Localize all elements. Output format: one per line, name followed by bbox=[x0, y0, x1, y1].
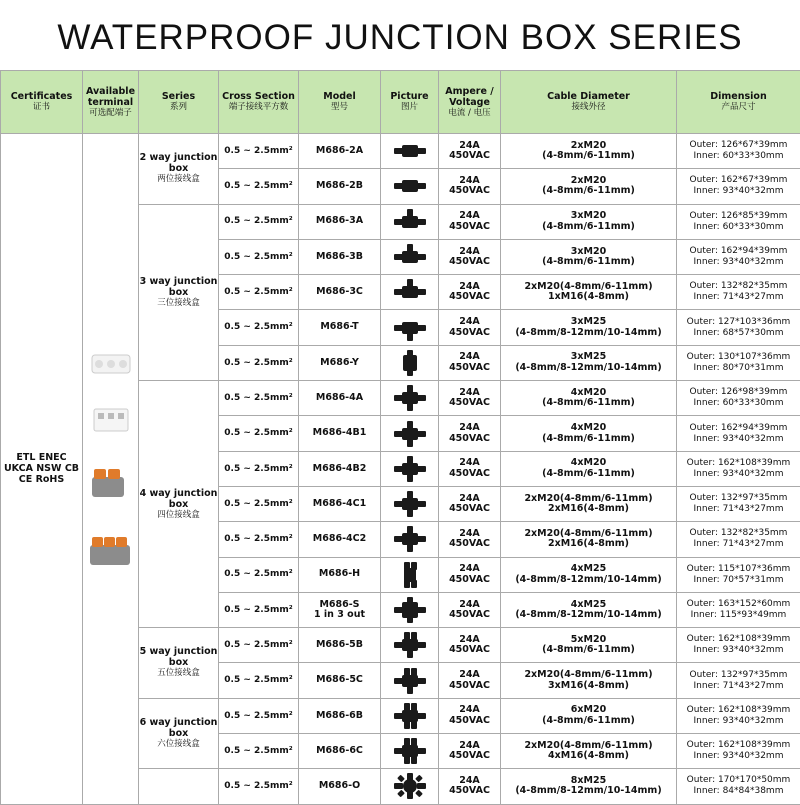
header-picture: Picture 图片 bbox=[381, 71, 439, 134]
junction-box-icon bbox=[381, 628, 439, 663]
ampere-cell: 24A 450VAC bbox=[439, 486, 501, 521]
model-cell: M686-O bbox=[299, 769, 381, 804]
terminal-images bbox=[84, 347, 138, 587]
ampere-cell: 24A 450VAC bbox=[439, 451, 501, 486]
model-cell: M686-H bbox=[299, 557, 381, 592]
cable-diameter-cell: 4xM20 (4-8mm/6-11mm) bbox=[501, 416, 677, 451]
cross-section-cell: 0.5 ~ 2.5mm² bbox=[219, 134, 299, 169]
cross-section-cell: 0.5 ~ 2.5mm² bbox=[219, 522, 299, 557]
cable-diameter-cell: 2xM20(4-8mm/6-11mm) 2xM16(4-8mm) bbox=[501, 486, 677, 521]
ampere-cell: 24A 450VAC bbox=[439, 557, 501, 592]
cross-section-cell: 0.5 ~ 2.5mm² bbox=[219, 381, 299, 416]
dimension-cell: Outer: 115*107*36mm Inner: 70*57*31mm bbox=[677, 557, 800, 592]
header-cross-section: Cross Section 端子接线平方数 bbox=[219, 71, 299, 134]
series-cell: 6 way junction box 六位接线盒 bbox=[139, 698, 219, 769]
model-cell: M686-4C2 bbox=[299, 522, 381, 557]
dimension-cell: Outer: 132*82*35mm Inner: 71*43*27mm bbox=[677, 522, 800, 557]
cable-diameter-cell: 2xM20(4-8mm/6-11mm) 1xM16(4-8mm) bbox=[501, 275, 677, 310]
cable-diameter-cell: 2xM20(4-8mm/6-11mm) 3xM16(4-8mm) bbox=[501, 663, 677, 698]
junction-box-icon bbox=[381, 169, 439, 204]
junction-box-icon bbox=[381, 522, 439, 557]
model-cell: M686-4A bbox=[299, 381, 381, 416]
cross-section-cell: 0.5 ~ 2.5mm² bbox=[219, 204, 299, 239]
cross-section-cell: 0.5 ~ 2.5mm² bbox=[219, 628, 299, 663]
junction-box-table bbox=[0, 70, 800, 805]
model-cell: M686-3C bbox=[299, 275, 381, 310]
ampere-cell: 24A 450VAC bbox=[439, 345, 501, 380]
table-row bbox=[1, 134, 800, 169]
series-cell: 5 way junction box 五位接线盒 bbox=[139, 628, 219, 699]
cross-section-cell: 0.5 ~ 2.5mm² bbox=[219, 663, 299, 698]
ampere-cell: 24A 450VAC bbox=[439, 628, 501, 663]
dimension-cell: Outer: 170*170*50mm Inner: 84*84*38mm bbox=[677, 769, 800, 804]
model-cell: M686-6C bbox=[299, 734, 381, 769]
junction-box-icon bbox=[381, 134, 439, 169]
ampere-cell: 24A 450VAC bbox=[439, 592, 501, 627]
dimension-cell: Outer: 132*97*35mm Inner: 71*43*27mm bbox=[677, 486, 800, 521]
header-model: Model 型号 bbox=[299, 71, 381, 134]
dimension-cell: Outer: 132*82*35mm Inner: 71*43*27mm bbox=[677, 275, 800, 310]
dimension-cell: Outer: 130*107*36mm Inner: 80*70*31mm bbox=[677, 345, 800, 380]
cross-section-cell: 0.5 ~ 2.5mm² bbox=[219, 769, 299, 804]
cable-diameter-cell: 8xM25 (4-8mm/8-12mm/10-14mm) bbox=[501, 769, 677, 804]
dimension-cell: Outer: 127*103*36mm Inner: 68*57*30mm bbox=[677, 310, 800, 345]
model-cell: M686-S 1 in 3 out bbox=[299, 592, 381, 627]
cross-section-cell: 0.5 ~ 2.5mm² bbox=[219, 239, 299, 274]
cable-diameter-cell: 4xM25 (4-8mm/8-12mm/10-14mm) bbox=[501, 592, 677, 627]
cross-section-cell: 0.5 ~ 2.5mm² bbox=[219, 698, 299, 733]
model-cell: M686-4C1 bbox=[299, 486, 381, 521]
junction-box-icon bbox=[381, 663, 439, 698]
model-cell: M686-3B bbox=[299, 239, 381, 274]
cable-diameter-cell: 3xM20 (4-8mm/6-11mm) bbox=[501, 204, 677, 239]
cross-section-cell: 0.5 ~ 2.5mm² bbox=[219, 592, 299, 627]
model-cell: M686-4B1 bbox=[299, 416, 381, 451]
junction-box-icon bbox=[381, 592, 439, 627]
ampere-cell: 24A 450VAC bbox=[439, 698, 501, 733]
page-title: WATERPROOF JUNCTION BOX SERIES bbox=[0, 18, 800, 58]
dimension-cell: Outer: 162*67*39mm Inner: 93*40*32mm bbox=[677, 169, 800, 204]
cable-diameter-cell: 2xM20 (4-8mm/6-11mm) bbox=[501, 169, 677, 204]
model-cell: M686-Y bbox=[299, 345, 381, 380]
cross-section-cell: 0.5 ~ 2.5mm² bbox=[219, 345, 299, 380]
dimension-cell: Outer: 126*67*39mm Inner: 60*33*30mm bbox=[677, 134, 800, 169]
ampere-cell: 24A 450VAC bbox=[439, 734, 501, 769]
junction-box-icon bbox=[381, 275, 439, 310]
ampere-cell: 24A 450VAC bbox=[439, 310, 501, 345]
model-cell: M686-6B bbox=[299, 698, 381, 733]
junction-box-icon bbox=[381, 486, 439, 521]
cross-section-cell: 0.5 ~ 2.5mm² bbox=[219, 486, 299, 521]
ampere-cell: 24A 450VAC bbox=[439, 275, 501, 310]
cross-section-cell: 0.5 ~ 2.5mm² bbox=[219, 169, 299, 204]
junction-box-icon bbox=[381, 204, 439, 239]
junction-box-icon bbox=[381, 557, 439, 592]
junction-box-icon bbox=[381, 734, 439, 769]
header-dimension: Dimension 产品尺寸 bbox=[677, 71, 800, 134]
dimension-cell: Outer: 126*85*39mm Inner: 60*33*30mm bbox=[677, 204, 800, 239]
cross-section-cell: 0.5 ~ 2.5mm² bbox=[219, 451, 299, 486]
cable-diameter-cell: 3xM25 (4-8mm/8-12mm/10-14mm) bbox=[501, 310, 677, 345]
dimension-cell: Outer: 162*108*39mm Inner: 93*40*32mm bbox=[677, 698, 800, 733]
cross-section-cell: 0.5 ~ 2.5mm² bbox=[219, 416, 299, 451]
dimension-cell: Outer: 162*108*39mm Inner: 93*40*32mm bbox=[677, 628, 800, 663]
model-cell: M686-5C bbox=[299, 663, 381, 698]
available-terminal-cell bbox=[83, 134, 139, 805]
cable-diameter-cell: 4xM20 (4-8mm/6-11mm) bbox=[501, 381, 677, 416]
header-certificates: Certificates 证书 bbox=[1, 71, 83, 134]
dimension-cell: Outer: 162*108*39mm Inner: 93*40*32mm bbox=[677, 734, 800, 769]
ampere-cell: 24A 450VAC bbox=[439, 381, 501, 416]
dimension-cell: Outer: 162*94*39mm Inner: 93*40*32mm bbox=[677, 416, 800, 451]
cross-section-cell: 0.5 ~ 2.5mm² bbox=[219, 310, 299, 345]
ampere-cell: 24A 450VAC bbox=[439, 769, 501, 804]
series-cell: 4 way junction box 四位接线盒 bbox=[139, 381, 219, 628]
model-cell: M686-2B bbox=[299, 169, 381, 204]
dimension-cell: Outer: 132*97*35mm Inner: 71*43*27mm bbox=[677, 663, 800, 698]
model-cell: M686-4B2 bbox=[299, 451, 381, 486]
cross-section-cell: 0.5 ~ 2.5mm² bbox=[219, 734, 299, 769]
model-cell: M686-T bbox=[299, 310, 381, 345]
cable-diameter-cell: 2xM20(4-8mm/6-11mm) 4xM16(4-8mm) bbox=[501, 734, 677, 769]
cable-diameter-cell: 4xM25 (4-8mm/8-12mm/10-14mm) bbox=[501, 557, 677, 592]
model-cell: M686-2A bbox=[299, 134, 381, 169]
junction-box-icon bbox=[381, 310, 439, 345]
certificates-cell: ETL ENEC UKCA NSW CB CE RoHS bbox=[1, 134, 83, 805]
junction-box-icon bbox=[381, 769, 439, 804]
header-series: Series 系列 bbox=[139, 71, 219, 134]
cable-diameter-cell: 3xM25 (4-8mm/8-12mm/10-14mm) bbox=[501, 345, 677, 380]
junction-box-icon bbox=[381, 381, 439, 416]
junction-box-icon bbox=[381, 416, 439, 451]
junction-box-icon bbox=[381, 451, 439, 486]
series-cell: 2 way junction box 两位接线盒 bbox=[139, 134, 219, 205]
junction-box-icon bbox=[381, 345, 439, 380]
ampere-cell: 24A 450VAC bbox=[439, 522, 501, 557]
cable-diameter-cell: 2xM20 (4-8mm/6-11mm) bbox=[501, 134, 677, 169]
series-cell: 3 way junction box 三位接线盒 bbox=[139, 204, 219, 380]
cable-diameter-cell: 3xM20 (4-8mm/6-11mm) bbox=[501, 239, 677, 274]
model-cell: M686-5B bbox=[299, 628, 381, 663]
header-ampere: Ampere / Voltage 电流 / 电压 bbox=[439, 71, 501, 134]
dimension-cell: Outer: 163*152*60mm Inner: 115*93*49mm bbox=[677, 592, 800, 627]
cable-diameter-cell: 5xM20 (4-8mm/6-11mm) bbox=[501, 628, 677, 663]
ampere-cell: 24A 450VAC bbox=[439, 204, 501, 239]
ampere-cell: 24A 450VAC bbox=[439, 663, 501, 698]
ampere-cell: 24A 450VAC bbox=[439, 416, 501, 451]
junction-box-icon bbox=[381, 239, 439, 274]
model-cell: M686-3A bbox=[299, 204, 381, 239]
ampere-cell: 24A 450VAC bbox=[439, 169, 501, 204]
cross-section-cell: 0.5 ~ 2.5mm² bbox=[219, 557, 299, 592]
series-cell bbox=[139, 769, 219, 804]
dimension-cell: Outer: 162*108*39mm Inner: 93*40*32mm bbox=[677, 451, 800, 486]
dimension-cell: Outer: 126*98*39mm Inner: 60*33*30mm bbox=[677, 381, 800, 416]
cable-diameter-cell: 4xM20 (4-8mm/6-11mm) bbox=[501, 451, 677, 486]
header-cable-diameter: Cable Diameter 接线外径 bbox=[501, 71, 677, 134]
cross-section-cell: 0.5 ~ 2.5mm² bbox=[219, 275, 299, 310]
cable-diameter-cell: 2xM20(4-8mm/6-11mm) 2xM16(4-8mm) bbox=[501, 522, 677, 557]
ampere-cell: 24A 450VAC bbox=[439, 134, 501, 169]
junction-box-icon bbox=[381, 698, 439, 733]
ampere-cell: 24A 450VAC bbox=[439, 239, 501, 274]
header-row bbox=[1, 71, 800, 134]
header-terminal: Available terminal 可选配端子 bbox=[83, 71, 139, 134]
dimension-cell: Outer: 162*94*39mm Inner: 93*40*32mm bbox=[677, 239, 800, 274]
cable-diameter-cell: 6xM20 (4-8mm/6-11mm) bbox=[501, 698, 677, 733]
